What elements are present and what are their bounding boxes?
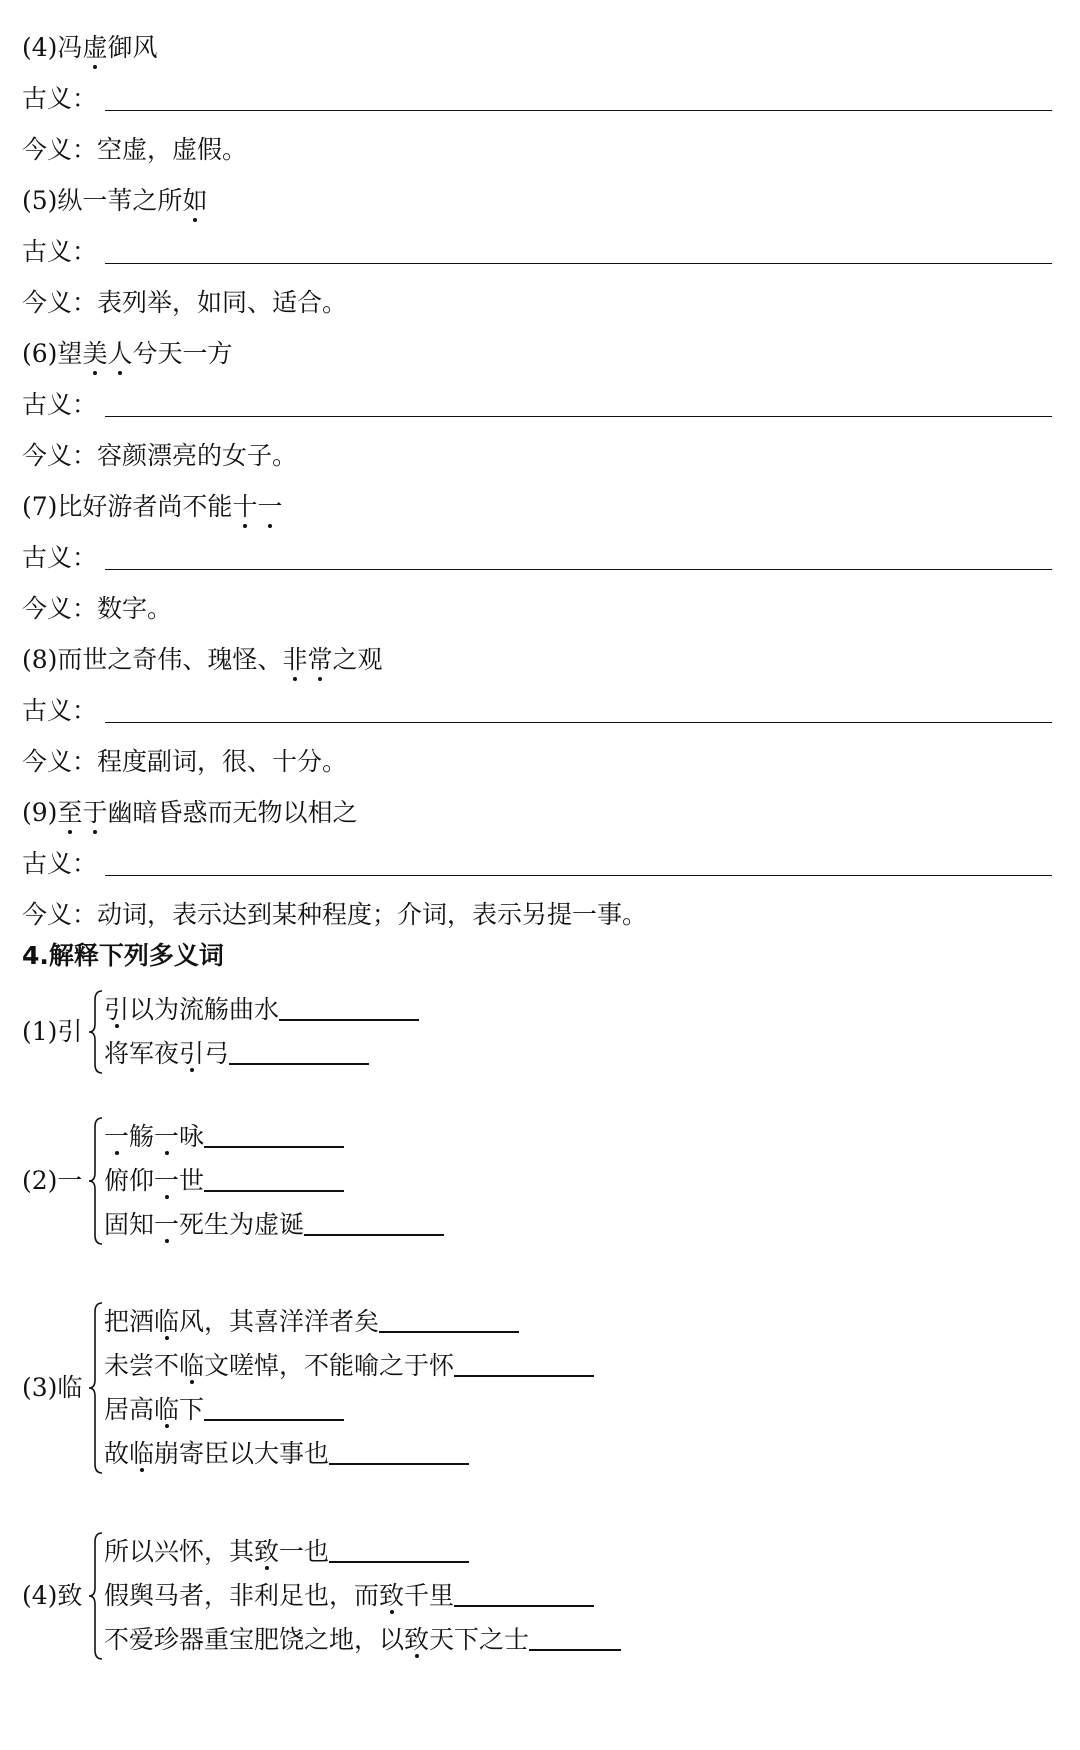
ancient-modern-meaning-section xyxy=(22,22,1052,940)
answer-blank[interactable] xyxy=(204,1189,344,1192)
emphasized-char: 常 xyxy=(307,634,332,685)
example-sentence xyxy=(104,1618,529,1662)
phrase-segment: 世 xyxy=(179,1166,205,1195)
modern-meaning: 今义：表列举，如同、适合。 xyxy=(22,288,348,317)
curly-brace-icon xyxy=(86,1302,106,1474)
phrase-segment: 居高 xyxy=(104,1395,155,1424)
modern-meaning: 今义：动词，表示达到某种程度；介词，表示另提一事。 xyxy=(22,900,648,929)
entry-number: (6) xyxy=(22,339,58,368)
answer-blank[interactable] xyxy=(329,1560,469,1563)
answer-blank[interactable] xyxy=(304,1233,444,1236)
ancient-meaning-label: 古义： xyxy=(22,696,98,725)
polysemy-group xyxy=(22,988,1022,1076)
polysemy-example xyxy=(104,1115,444,1159)
entry-number: (8) xyxy=(22,645,58,674)
polysemy-group xyxy=(22,1530,1022,1662)
polysemy-example xyxy=(104,1618,621,1662)
phrase-segment: 崩寄臣以大事也 xyxy=(154,1439,330,1468)
phrase-segment: 天下之士 xyxy=(429,1625,530,1654)
emphasized-char: 临 xyxy=(129,1432,154,1476)
emphasized-char: 一 xyxy=(154,1115,179,1159)
emphasized-char: 临 xyxy=(179,1344,204,1388)
example-sentence xyxy=(104,1203,304,1247)
entry-number: (9) xyxy=(22,798,58,827)
polysemy-word-label: (1)引 xyxy=(22,1017,83,1046)
phrase-segment: 故 xyxy=(104,1439,130,1468)
entry-number: (5) xyxy=(22,186,58,215)
phrase-segment: 下 xyxy=(179,1395,205,1424)
polysemy-example xyxy=(104,1530,621,1574)
ancient-meaning-row xyxy=(22,838,1052,889)
ancient-meaning-row xyxy=(22,73,1052,124)
emphasized-char: 十 xyxy=(232,481,257,532)
phrase-segment: 不爱珍器重宝肥饶之地，以 xyxy=(104,1625,405,1654)
answer-blank[interactable] xyxy=(204,1418,344,1421)
phrase-segment: 所以兴怀，其 xyxy=(104,1537,255,1566)
answer-blank[interactable] xyxy=(329,1462,469,1465)
answer-blank[interactable] xyxy=(105,568,1052,570)
polysemy-group xyxy=(22,1115,1022,1247)
answer-blank[interactable] xyxy=(105,874,1052,876)
phrase-segment: 假舆马者，非利足也，而 xyxy=(104,1581,380,1610)
entry-phrase xyxy=(22,175,1052,226)
polysemy-example xyxy=(104,1203,444,1247)
emphasized-char: 致 xyxy=(254,1530,279,1574)
phrase-segment: 幽暗昏惑而无物以相之 xyxy=(107,798,358,827)
meaning-entry xyxy=(22,634,1052,787)
polysemy-example xyxy=(104,1032,419,1076)
curly-brace-icon xyxy=(86,1117,106,1245)
entry-number: (4) xyxy=(22,33,58,62)
answer-blank[interactable] xyxy=(379,1330,519,1333)
answer-blank[interactable] xyxy=(229,1062,369,1065)
emphasized-char: 一 xyxy=(154,1203,179,1247)
phrase-segment: 觞 xyxy=(129,1122,155,1151)
ancient-meaning-row xyxy=(22,532,1052,583)
phrase-segment: 比好游者尚不能 xyxy=(57,492,233,521)
meaning-entry xyxy=(22,22,1052,175)
emphasized-char: 一 xyxy=(104,1115,129,1159)
curly-brace-icon xyxy=(86,990,106,1074)
answer-blank[interactable] xyxy=(454,1604,594,1607)
example-sentence xyxy=(104,1300,379,1344)
polysemy-example xyxy=(104,1574,621,1618)
phrase-segment: 风，其喜洋洋者矣 xyxy=(179,1307,380,1336)
entry-phrase xyxy=(22,634,1052,685)
entry-phrase xyxy=(22,481,1052,532)
phrase-segment: 而世之奇伟、瑰怪、 xyxy=(57,645,283,674)
ancient-meaning-row xyxy=(22,685,1052,736)
emphasized-char: 非 xyxy=(282,634,307,685)
meaning-entry xyxy=(22,328,1052,481)
emphasized-char: 一 xyxy=(154,1159,179,1203)
entry-number: (7) xyxy=(22,492,58,521)
example-sentence xyxy=(104,1344,454,1388)
phrase-segment: 千里 xyxy=(404,1581,455,1610)
ancient-meaning-row xyxy=(22,226,1052,277)
modern-meaning: 今义：空虚，虚假。 xyxy=(22,135,248,164)
phrase-segment: 文嗟悼，不能喻之于怀 xyxy=(204,1351,455,1380)
ancient-meaning-label: 古义： xyxy=(22,237,98,266)
entry-phrase xyxy=(22,328,1052,379)
modern-meaning: 今义：数字。 xyxy=(22,594,173,623)
example-sentence xyxy=(104,988,279,1032)
phrase-segment: 冯 xyxy=(57,33,83,62)
polysemy-example xyxy=(104,988,419,1032)
polysemy-example xyxy=(104,1344,594,1388)
example-sentence xyxy=(104,1432,329,1476)
phrase-segment: 御风 xyxy=(107,33,158,62)
phrase-segment: 纵一苇之所 xyxy=(57,186,183,215)
emphasized-char: 如 xyxy=(182,175,207,226)
answer-blank[interactable] xyxy=(279,1018,419,1021)
answer-blank[interactable] xyxy=(454,1374,594,1377)
phrase-segment: 之观 xyxy=(332,645,383,674)
curly-brace-icon xyxy=(86,1532,106,1660)
emphasized-char: 人 xyxy=(107,328,132,379)
phrase-segment: 弓 xyxy=(204,1039,230,1068)
phrase-segment: 兮天一方 xyxy=(132,339,233,368)
polysemy-group xyxy=(22,1300,1022,1476)
phrase-segment: 以为流觞曲水 xyxy=(129,995,280,1024)
answer-blank[interactable] xyxy=(529,1648,621,1651)
example-sentence xyxy=(104,1388,204,1432)
example-sentence xyxy=(104,1574,454,1618)
emphasized-char: 致 xyxy=(404,1618,429,1662)
polysemy-example xyxy=(104,1432,594,1476)
polysemy-example xyxy=(104,1300,594,1344)
answer-blank[interactable] xyxy=(105,109,1052,111)
meaning-entry xyxy=(22,481,1052,634)
meaning-entry xyxy=(22,787,1052,940)
emphasized-char: 虚 xyxy=(82,22,107,73)
polysemy-example xyxy=(104,1388,594,1432)
phrase-segment: 未尝不 xyxy=(104,1351,180,1380)
emphasized-char: 美 xyxy=(82,328,107,379)
phrase-segment: 俯仰 xyxy=(104,1166,155,1195)
example-sentence xyxy=(104,1530,329,1574)
ancient-meaning-label: 古义： xyxy=(22,543,98,572)
emphasized-char: 致 xyxy=(379,1574,404,1618)
example-sentence xyxy=(104,1159,204,1203)
ancient-meaning-label: 古义： xyxy=(22,390,98,419)
answer-blank[interactable] xyxy=(105,721,1052,723)
ancient-meaning-label: 古义： xyxy=(22,84,98,113)
entry-phrase xyxy=(22,787,1052,838)
example-sentence xyxy=(104,1032,229,1076)
modern-meaning: 今义：程度副词，很、十分。 xyxy=(22,747,348,776)
ancient-meaning-row xyxy=(22,379,1052,430)
answer-blank[interactable] xyxy=(105,415,1052,417)
phrase-segment: 把酒 xyxy=(104,1307,155,1336)
entry-phrase xyxy=(22,22,1052,73)
answer-blank[interactable] xyxy=(204,1145,344,1148)
emphasized-char: 引 xyxy=(179,1032,204,1076)
polysemy-word-label: (2)一 xyxy=(22,1166,83,1195)
ancient-meaning-label: 古义： xyxy=(22,849,98,878)
phrase-segment: 将军夜 xyxy=(104,1039,180,1068)
phrase-segment: 一也 xyxy=(279,1537,330,1566)
phrase-segment: 固知 xyxy=(104,1210,155,1239)
emphasized-char: 引 xyxy=(104,988,129,1032)
section-4-title: 4.解释下列多义词 xyxy=(22,941,224,970)
phrase-segment: 望 xyxy=(57,339,83,368)
example-sentence xyxy=(104,1115,204,1159)
emphasized-char: 于 xyxy=(82,787,107,838)
answer-blank[interactable] xyxy=(105,262,1052,264)
emphasized-char: 临 xyxy=(154,1388,179,1432)
phrase-segment: 死生为虚诞 xyxy=(179,1210,305,1239)
meaning-entry xyxy=(22,175,1052,328)
emphasized-char: 临 xyxy=(154,1300,179,1344)
emphasized-char: 一 xyxy=(257,481,282,532)
phrase-segment: 咏 xyxy=(179,1122,205,1151)
polysemy-word-label: (4)致 xyxy=(22,1581,83,1610)
polysemy-word-label: (3)临 xyxy=(22,1373,83,1402)
emphasized-char: 至 xyxy=(57,787,82,838)
modern-meaning: 今义：容颜漂亮的女子。 xyxy=(22,441,298,470)
polysemy-example xyxy=(104,1159,444,1203)
